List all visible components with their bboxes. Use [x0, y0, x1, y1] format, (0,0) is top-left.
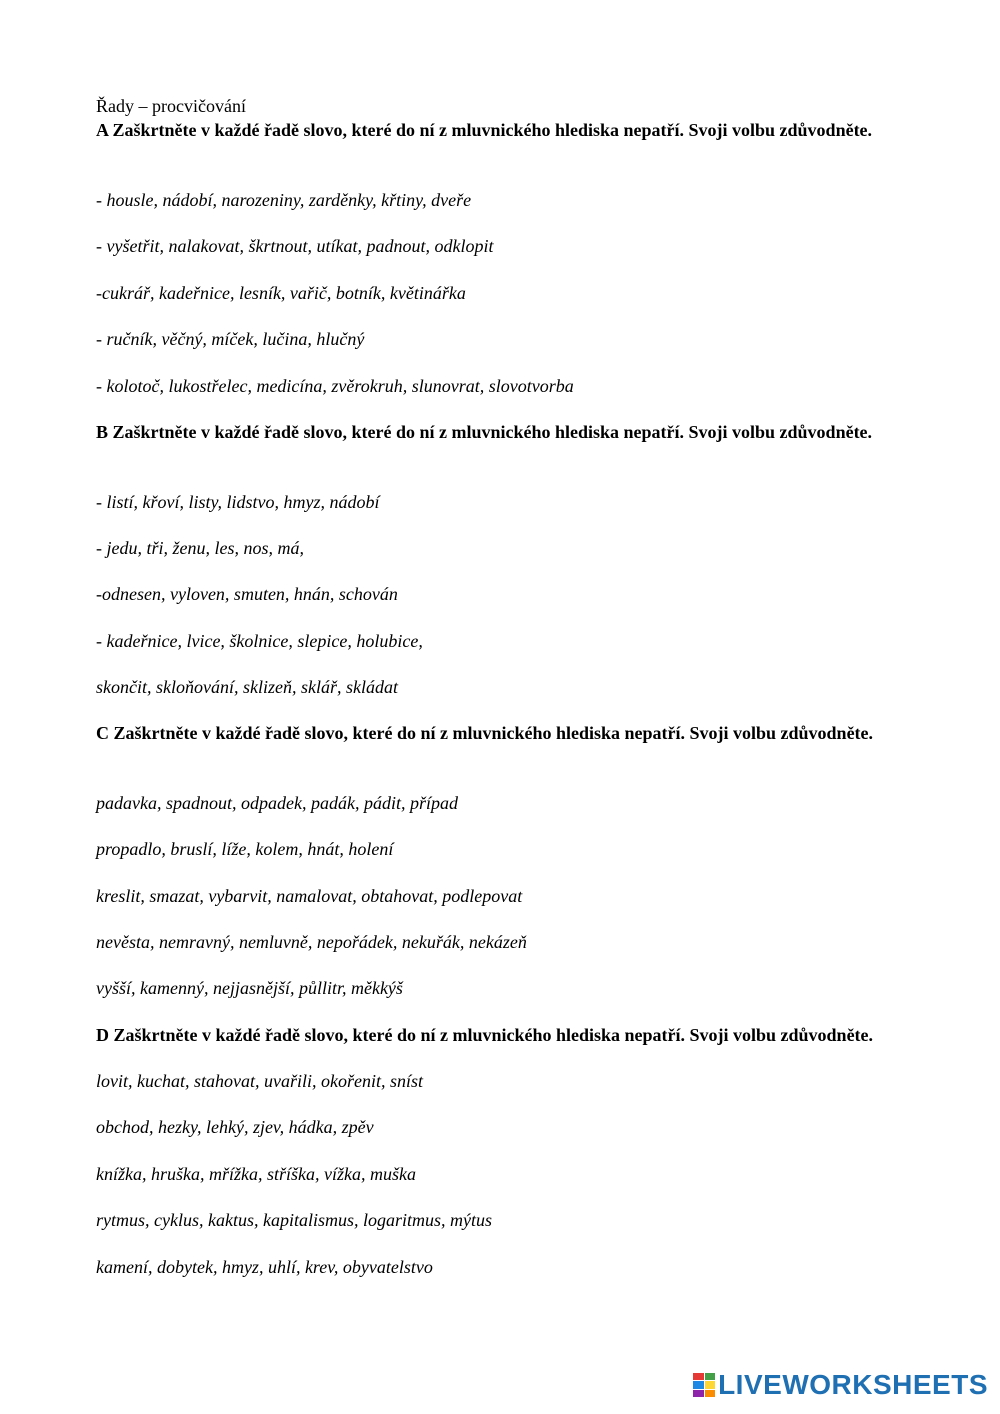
- section-d-row-4: rytmus, cyklus, kaktus, kapitalismus, logaritmus, mýtus: [96, 1210, 492, 1230]
- section-b-row-4: - kadeřnice, lvice, školnice, slepice, holubice,: [96, 631, 423, 651]
- page-title: Řady – procvičování: [96, 96, 246, 116]
- section-c-row-4: nevěsta, nemravný, nemluvně, nepořádek, nekuřák, nekázeň: [96, 932, 527, 952]
- section-c-row-5: vyšší, kamenný, nejjasnější, půllitr, měkkýš: [96, 978, 403, 998]
- section-c-row-1: padavka, spadnout, odpadek, padák, pádit, případ: [96, 793, 458, 813]
- section-b-row-5: skončit, skloňování, sklizeň, sklář, skládat: [96, 677, 398, 697]
- section-c-row-2: propadlo, bruslí, líže, kolem, hnát, holení: [96, 839, 394, 859]
- section-b-row-1: - listí, křoví, listy, lidstvo, hmyz, nádobí: [96, 492, 380, 512]
- section-d-row-1: lovit, kuchat, stahovat, uvařili, okořenit, sníst: [96, 1071, 423, 1091]
- section-b-row-3: -odnesen, vyloven, smuten, hnán, schován: [96, 584, 398, 604]
- section-d-row-2: obchod, hezky, lehký, zjev, hádka, zpěv: [96, 1117, 374, 1137]
- section-d-row-5: kamení, dobytek, hmyz, uhlí, krev, obyvatelstvo: [96, 1257, 433, 1277]
- section-d-row-3: knížka, hruška, mřížka, stříška, vížka, muška: [96, 1164, 416, 1184]
- section-b-row-2: - jedu, tři, ženu, les, nos, má,: [96, 538, 304, 558]
- section-a-heading: A Zaškrtněte v každé řadě slovo, které do ní z mluvnického hlediska nepatří. Svoji volbu zdůvodněte.: [96, 120, 873, 140]
- section-b-heading: B Zaškrtněte v každé řadě slovo, které do ní z mluvnického hlediska nepatří. Svoji volbu zdůvodněte.: [96, 422, 873, 442]
- section-a-row-2: - vyšetřit, nalakovat, škrtnout, utíkat, padnout, odklopit: [96, 236, 494, 256]
- liveworksheets-logo-text: LIVEWORKSHEETS: [718, 1369, 988, 1400]
- liveworksheets-logo: [693, 1370, 988, 1400]
- section-c-heading: C Zaškrtněte v každé řadě slovo, které do ní z mluvnického hlediska nepatří. Svoji volbu zdůvodněte.: [96, 723, 874, 743]
- section-a-row-3: -cukrář, kadeřnice, lesník, vařič, botník, květinářka: [96, 283, 466, 303]
- section-a-row-4: - ručník, věčný, míček, lučina, hlučný: [96, 329, 365, 349]
- liveworksheets-logo-icon: [693, 1373, 715, 1397]
- section-d-heading: D Zaškrtněte v každé řadě slovo, které do ní z mluvnického hlediska nepatří. Svoji volbu zdůvodněte.: [96, 1025, 874, 1045]
- section-a-row-1: - housle, nádobí, narozeniny, zarděnky, křtiny, dveře: [96, 190, 472, 210]
- section-c-row-3: kreslit, smazat, vybarvit, namalovat, obtahovat, podlepovat: [96, 886, 523, 906]
- section-a-row-5: - kolotoč, lukostřelec, medicína, zvěrokruh, slunovrat, slovotvorba: [96, 376, 574, 396]
